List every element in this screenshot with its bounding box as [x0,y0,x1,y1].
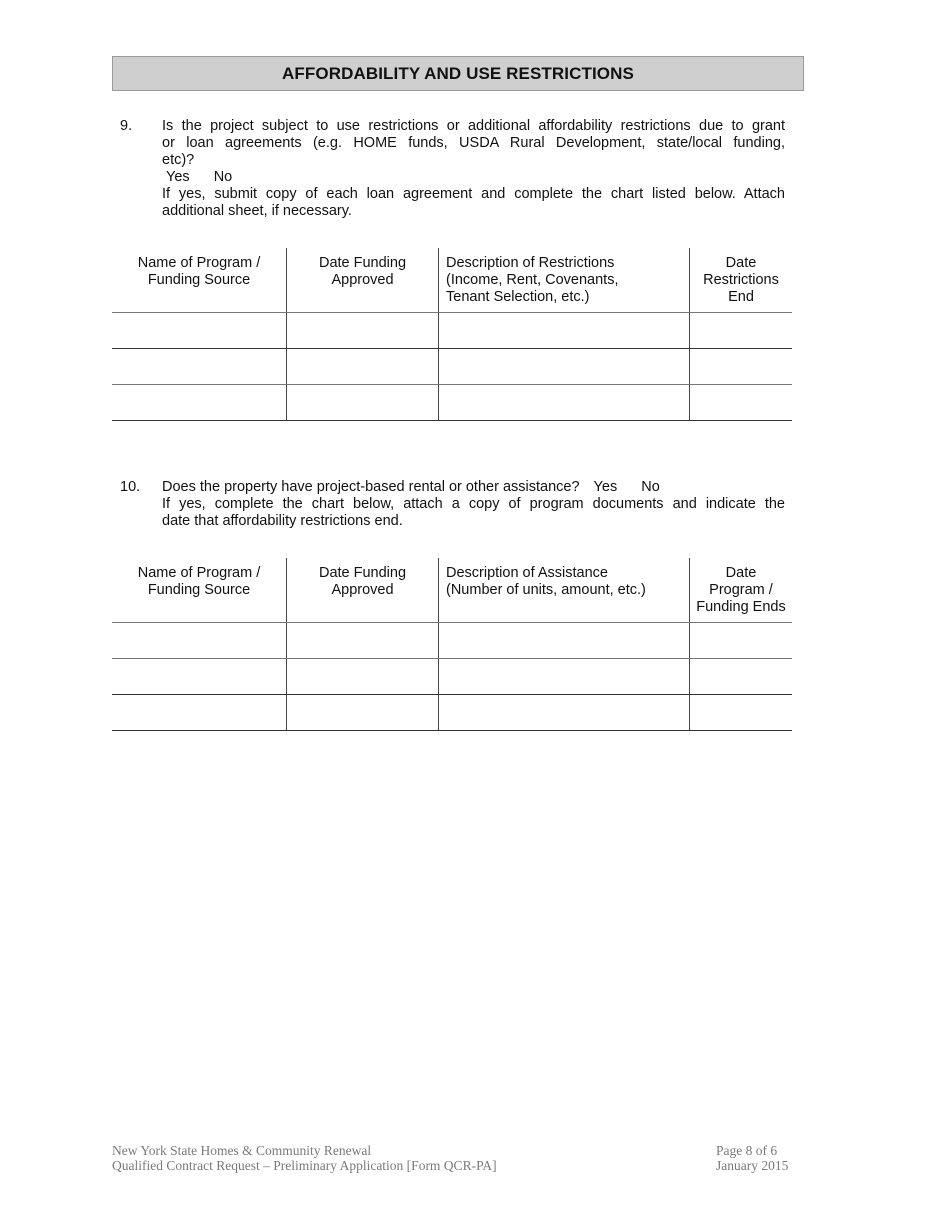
table-cell[interactable] [690,623,793,659]
question-10-number: 10. [120,479,141,495]
table-cell[interactable] [690,385,793,421]
table-row [112,385,792,421]
table-cell[interactable] [690,313,793,349]
question-9-answer [162,169,785,186]
table-cell[interactable] [690,659,793,695]
table-cell[interactable] [112,623,287,659]
column-header-description: Description of Restrictions (Income, Rent, Covenants, Tenant Selection, etc.) [439,248,690,313]
table-cell[interactable] [287,313,439,349]
no-option[interactable]: No [641,479,660,495]
column-header-date-end: Date Restrictions End [690,248,793,313]
question-10-text: Does the property have project-based rental or other assistance? [162,479,580,495]
question-10-instruction-line-2: date that affordability restrictions end. [162,513,403,529]
question-9-instruction-line-2: additional sheet, if necessary. [162,203,352,219]
table-cell[interactable] [439,313,690,349]
table-cell[interactable] [112,313,287,349]
table-cell[interactable] [690,695,793,731]
question-9-line-2: or loan agreements (e.g. HOME funds, USDA Rural Development, state/local funding, [162,135,785,151]
table-header-row [112,248,792,313]
no-option[interactable]: No [213,169,233,185]
table-cell[interactable] [439,695,690,731]
table-row [112,623,792,659]
yes-option[interactable]: Yes [166,169,190,185]
question-9-instruction-line-1: If yes, submit copy of each loan agreement and complete the chart listed below. Attach [162,186,785,202]
table-row [112,313,792,349]
table-row [112,659,792,695]
table-header-row [112,558,792,623]
table-cell[interactable] [287,659,439,695]
question-10-line-1 [162,479,785,496]
column-header-date-end: Date Program / Funding Ends [690,558,793,623]
assistance-table [112,558,792,731]
footer-right [716,1143,788,1173]
question-9-body [162,118,785,220]
table-cell[interactable] [690,349,793,385]
restrictions-table [112,248,792,421]
footer-form-name: Qualified Contract Request – Preliminary Application [Form QCR-PA] [112,1158,497,1173]
page-number: Page 8 of 6 [716,1143,778,1158]
footer-agency: New York State Homes & Community Renewal [112,1143,372,1158]
table-cell[interactable] [439,623,690,659]
question-10-body [162,479,785,530]
section-title: AFFORDABILITY AND USE RESTRICTIONS [112,56,804,91]
question-9-number: 9. [120,118,133,134]
column-header-description: Description of Assistance (Number of units, amount, etc.) [439,558,690,623]
table-cell[interactable] [112,349,287,385]
table-cell[interactable] [439,385,690,421]
table-cell[interactable] [112,385,287,421]
table-cell[interactable] [287,695,439,731]
footer-date: January 2015 [716,1158,789,1173]
footer-left [112,1143,497,1173]
table-cell[interactable] [112,695,287,731]
table-cell[interactable] [287,349,439,385]
question-9-line-3: etc)? [162,152,195,168]
column-header-program: Name of Program / Funding Source [112,558,287,623]
question-9-line-1: Is the project subject to use restrictions or additional affordability restrictions due to grant [162,118,785,134]
column-header-program: Name of Program / Funding Source [112,248,287,313]
question-10-instruction-line-1: If yes, complete the chart below, attach a copy of program documents and indicate the [162,496,785,512]
table-cell[interactable] [287,385,439,421]
table-row [112,349,792,385]
table-cell[interactable] [287,623,439,659]
table-cell[interactable] [439,659,690,695]
table-row [112,695,792,731]
column-header-date-approved: Date Funding Approved [287,248,439,313]
column-header-date-approved: Date Funding Approved [287,558,439,623]
yes-option[interactable]: Yes [593,479,618,495]
table-cell[interactable] [439,349,690,385]
table-cell[interactable] [112,659,287,695]
